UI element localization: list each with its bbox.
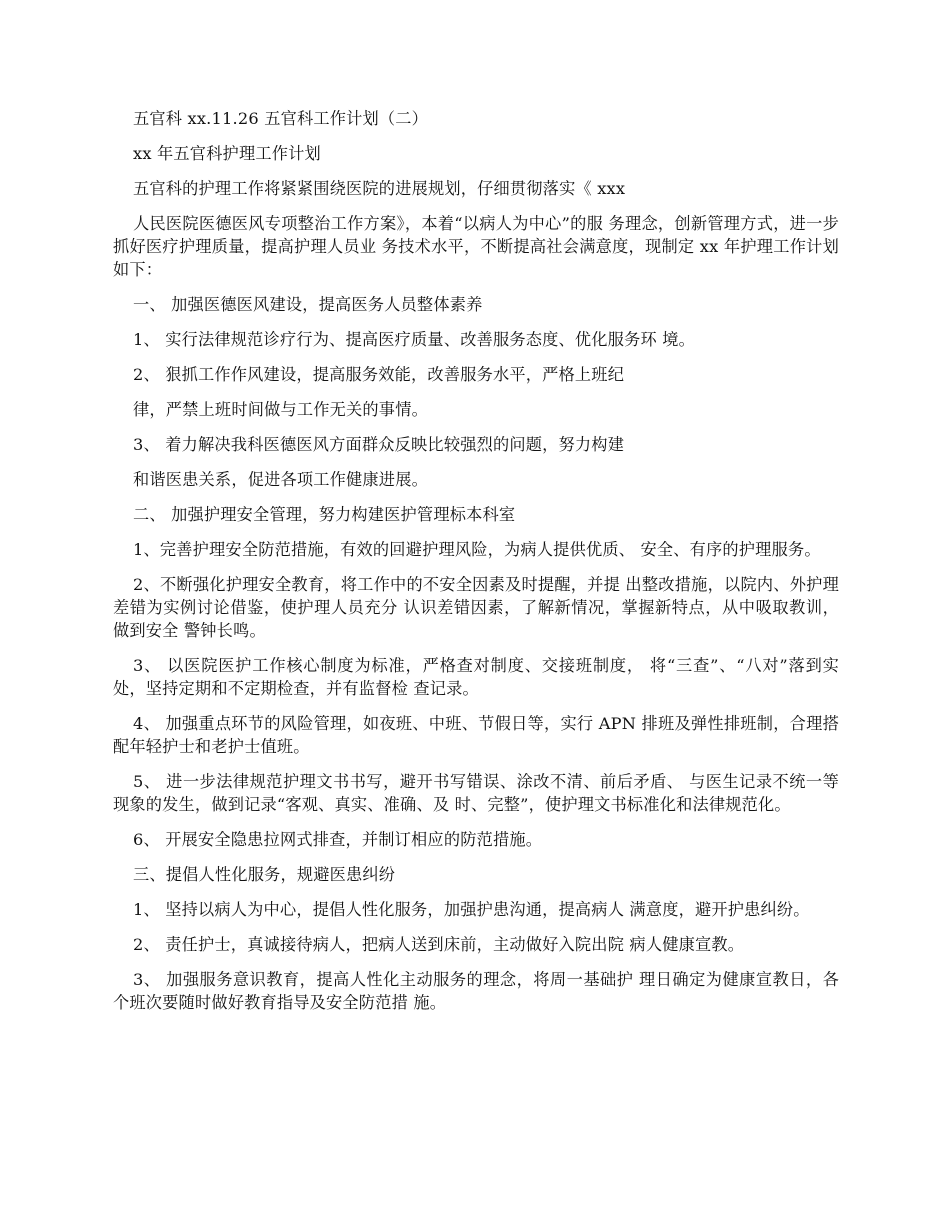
document-body (113, 107, 839, 1026)
list-item: 2、 狠抓工作作风建设，提高服务效能，改善服务水平，严格上班纪 (133, 365, 625, 384)
list-item: 2、不断强化护理安全教育，将工作中的不安全因素及时提醒，并提 出整改措施，以院内、外护理差错为实例讨论借鉴，使护理人员充分 认识差错因素，了解新情况，掌握新特点，从中吸取教训，做到安全 警钟长鸣。 (113, 575, 839, 640)
list-item: 3、 以医院医护工作核心制度为标准，严格查对制度、交接班制度， 将“三查”、“八对”落到实处，坚持定期和不定期检查，并有监督检 查记录。 (113, 656, 839, 698)
intro-continuation: 人民医院医德医风专项整治工作方案》，本着“以病人为中心”的服 务理念，创新管理方式，进一步抓好医疗护理质量，提高护理人员业 务技术水平，不断提高社会满意度，现制定 xx 年护理工作计划如下： (113, 214, 839, 279)
list-item: 1、完善护理安全防范措施，有效的回避护理风险，为病人提供优质、 安全、有序的护理服务。 (133, 540, 821, 559)
list-item: 1、 坚持以病人为中心，提倡人性化服务，加强护患沟通，提高病人 满意度，避开护患纠纷。 (133, 900, 810, 919)
list-item: 1、 实行法律规范诊疗行为、提高医疗质量、改善服务态度、优化服务环 境。 (133, 330, 695, 349)
list-item: 3、 加强服务意识教育，提高人性化主动服务的理念，将周一基础护 理日确定为健康宣教日，各个班次要随时做好教育指导及安全防范措 施。 (113, 970, 839, 1012)
section-heading-2: 二、 加强护理安全管理，努力构建医护管理标本科室 (133, 505, 516, 524)
section-heading-3: 三、提倡人性化服务，规避医患纠纷 (133, 865, 396, 884)
list-item-continuation: 和谐医患关系，促进各项工作健康进展。 (133, 470, 428, 489)
list-item: 4、 加强重点环节的风险管理，如夜班、中班、节假日等，实行 APN 排班及弹性排班制，合理搭配年轻护士和老护士值班。 (113, 714, 839, 756)
list-item: 5、 进一步法律规范护理文书书写，避开书写错误、涂改不清、前后矛盾、 与医生记录不统一等现象的发生，做到记录“客观、真实、准确、及 时、完整”，使护理文书标准化和法律规范化。 (113, 772, 839, 814)
list-item: 6、 开展安全隐患拉网式排查，并制订相应的防范措施。 (133, 830, 543, 849)
doc-title: 五官科 xx.11.26 五官科工作计划（二） (133, 109, 429, 128)
doc-subtitle: xx 年五官科护理工作计划 (133, 144, 321, 163)
section-heading-1: 一、 加强医德医风建设，提高医务人员整体素养 (133, 295, 483, 314)
list-item-continuation: 律，严禁上班时间做与工作无关的事情。 (133, 400, 428, 419)
list-item: 3、 着力解决我科医德医风方面群众反映比较强烈的问题，努力构建 (133, 435, 625, 454)
intro-paragraph: 五官科的护理工作将紧紧围绕医院的进展规划，仔细贯彻落实《 xxx (133, 179, 626, 198)
list-item: 2、 责任护士，真诚接待病人，把病人送到床前，主动做好入院出院 病人健康宣教。 (133, 935, 745, 954)
